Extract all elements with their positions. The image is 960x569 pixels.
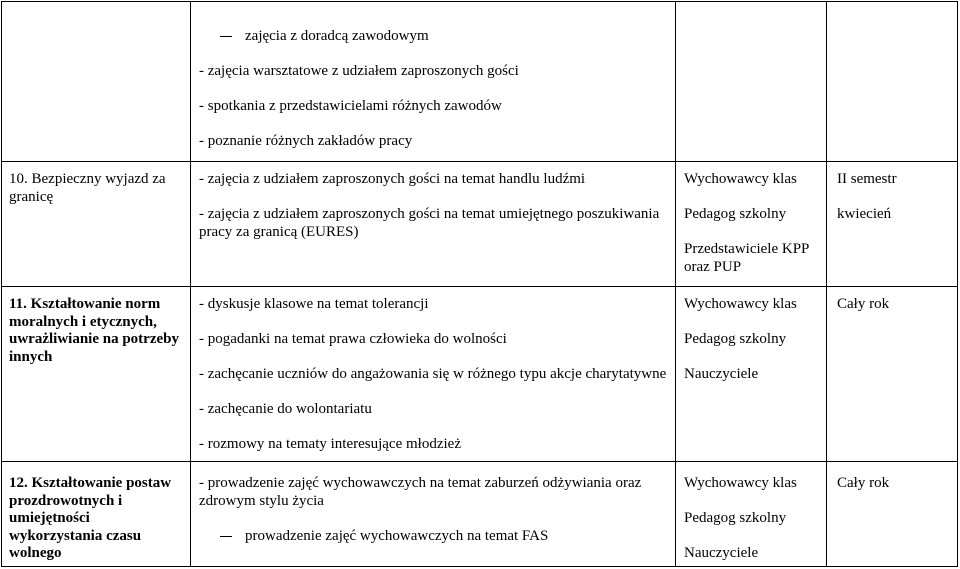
term-item <box>837 171 957 189</box>
activity-item <box>199 528 675 546</box>
activity-line: - zachęcanie do wolontariatu <box>199 401 372 417</box>
responsible-line: Nauczyciele <box>684 545 759 561</box>
responsible-line: Nauczyciele <box>684 366 759 382</box>
activity-item <box>199 475 675 510</box>
responsible-cell <box>676 287 827 462</box>
activity-item <box>199 436 675 454</box>
topic-cell <box>2 287 191 462</box>
activity-line: - spotkania z przedstawicielami różnych zawodów <box>199 98 502 114</box>
activity-line: - zachęcanie uczniów do angażowania się w różnego typu akcje charytatywne <box>199 366 667 382</box>
activity-line: - zajęcia z udziałem zaproszonych gości na temat handlu ludźmi <box>199 171 586 187</box>
responsible-cell <box>676 462 827 567</box>
topic-line: 11. Kształtowanie norm <box>9 296 161 312</box>
responsible-line: Wychowawcy klas <box>684 296 797 312</box>
term-line: Cały rok <box>837 296 890 312</box>
term-cell <box>827 287 958 462</box>
dash-bullet <box>220 36 232 37</box>
plan-table <box>1 1 958 567</box>
topic-line: wolnego <box>9 545 62 561</box>
activity-item <box>199 331 675 349</box>
responsible-line: Pedagog szkolny <box>684 206 787 222</box>
term-cell <box>827 2 958 162</box>
activity-line: prowadzenie zajęć wychowawczych na temat FAS <box>245 527 549 544</box>
responsible-cell <box>676 162 827 287</box>
activity-item <box>199 133 675 151</box>
activities-cell <box>191 162 676 287</box>
responsible-line: oraz PUP <box>684 258 742 275</box>
term-cell <box>827 162 958 287</box>
activity-line: - dyskusje klasowe na temat tolerancji <box>199 296 429 312</box>
activity-item <box>199 98 675 116</box>
activity-item <box>199 28 675 46</box>
responsible-line: Przedstawiciele KPP <box>684 241 810 257</box>
activity-line: - zajęcia warsztatowe z udziałem zaproszonych gości <box>199 63 519 79</box>
activity-item <box>199 366 675 384</box>
activity-line: pracy za granicą (EURES) <box>199 223 359 240</box>
activity-line: zajęcia z doradcą zawodowym <box>245 28 429 44</box>
topic-line: granicę <box>9 188 54 205</box>
term-item <box>837 296 957 314</box>
activity-line: - pogadanki na temat prawa człowieka do wolności <box>199 331 507 347</box>
activity-item <box>199 63 675 81</box>
term-line: Cały rok <box>837 475 890 491</box>
activity-line: - poznanie różnych zakładów pracy <box>199 133 413 149</box>
activity-item <box>199 401 675 419</box>
responsible-item <box>684 545 826 563</box>
topic-line: prozdrowotnych i <box>9 492 123 509</box>
responsible-line: Pedagog szkolny <box>684 331 787 347</box>
responsible-item <box>684 510 826 528</box>
responsible-item <box>684 331 826 349</box>
responsible-item <box>684 241 826 276</box>
topic-line: wykorzystania czasu <box>9 527 142 544</box>
responsible-line: Wychowawcy klas <box>684 171 797 187</box>
topic-line: umiejętności <box>9 510 90 526</box>
topic-cell <box>2 462 191 567</box>
term-item <box>837 206 957 224</box>
term-cell <box>827 462 958 567</box>
topic-line: moralnych i etycznych, <box>9 313 157 330</box>
responsible-item <box>684 206 826 224</box>
activity-line: - zajęcia z udziałem zaproszonych gości na temat umiejętnego poszukiwania <box>199 206 660 222</box>
activity-item <box>199 171 675 189</box>
topic-cell <box>2 2 191 162</box>
dash-bullet <box>220 536 232 537</box>
activity-line: zdrowym stylu życia <box>199 492 324 509</box>
activities-cell <box>191 462 676 567</box>
term-item <box>837 475 957 493</box>
responsible-line: Wychowawcy klas <box>684 475 797 491</box>
term-line: II semestr <box>837 171 897 187</box>
topic-cell <box>2 162 191 287</box>
activity-line: - rozmowy na tematy interesujące młodzież <box>199 436 461 452</box>
topic-line: innych <box>9 348 53 365</box>
activities-cell <box>191 287 676 462</box>
topic-line: 12. Kształtowanie postaw <box>9 475 172 491</box>
topic-line: uwrażliwianie na potrzeby <box>9 331 179 347</box>
responsible-line: Pedagog szkolny <box>684 510 787 526</box>
term-line: kwiecień <box>837 206 892 222</box>
responsible-item <box>684 366 826 384</box>
responsible-item <box>684 475 826 493</box>
responsible-cell <box>676 2 827 162</box>
activity-item <box>199 206 675 241</box>
activities-cell <box>191 2 676 162</box>
activity-item <box>199 296 675 314</box>
responsible-item <box>684 296 826 314</box>
responsible-item <box>684 171 826 189</box>
topic-line: 10. Bezpieczny wyjazd za <box>9 171 166 187</box>
activity-line: - prowadzenie zajęć wychowawczych na temat zaburzeń odżywiania oraz <box>199 475 642 491</box>
